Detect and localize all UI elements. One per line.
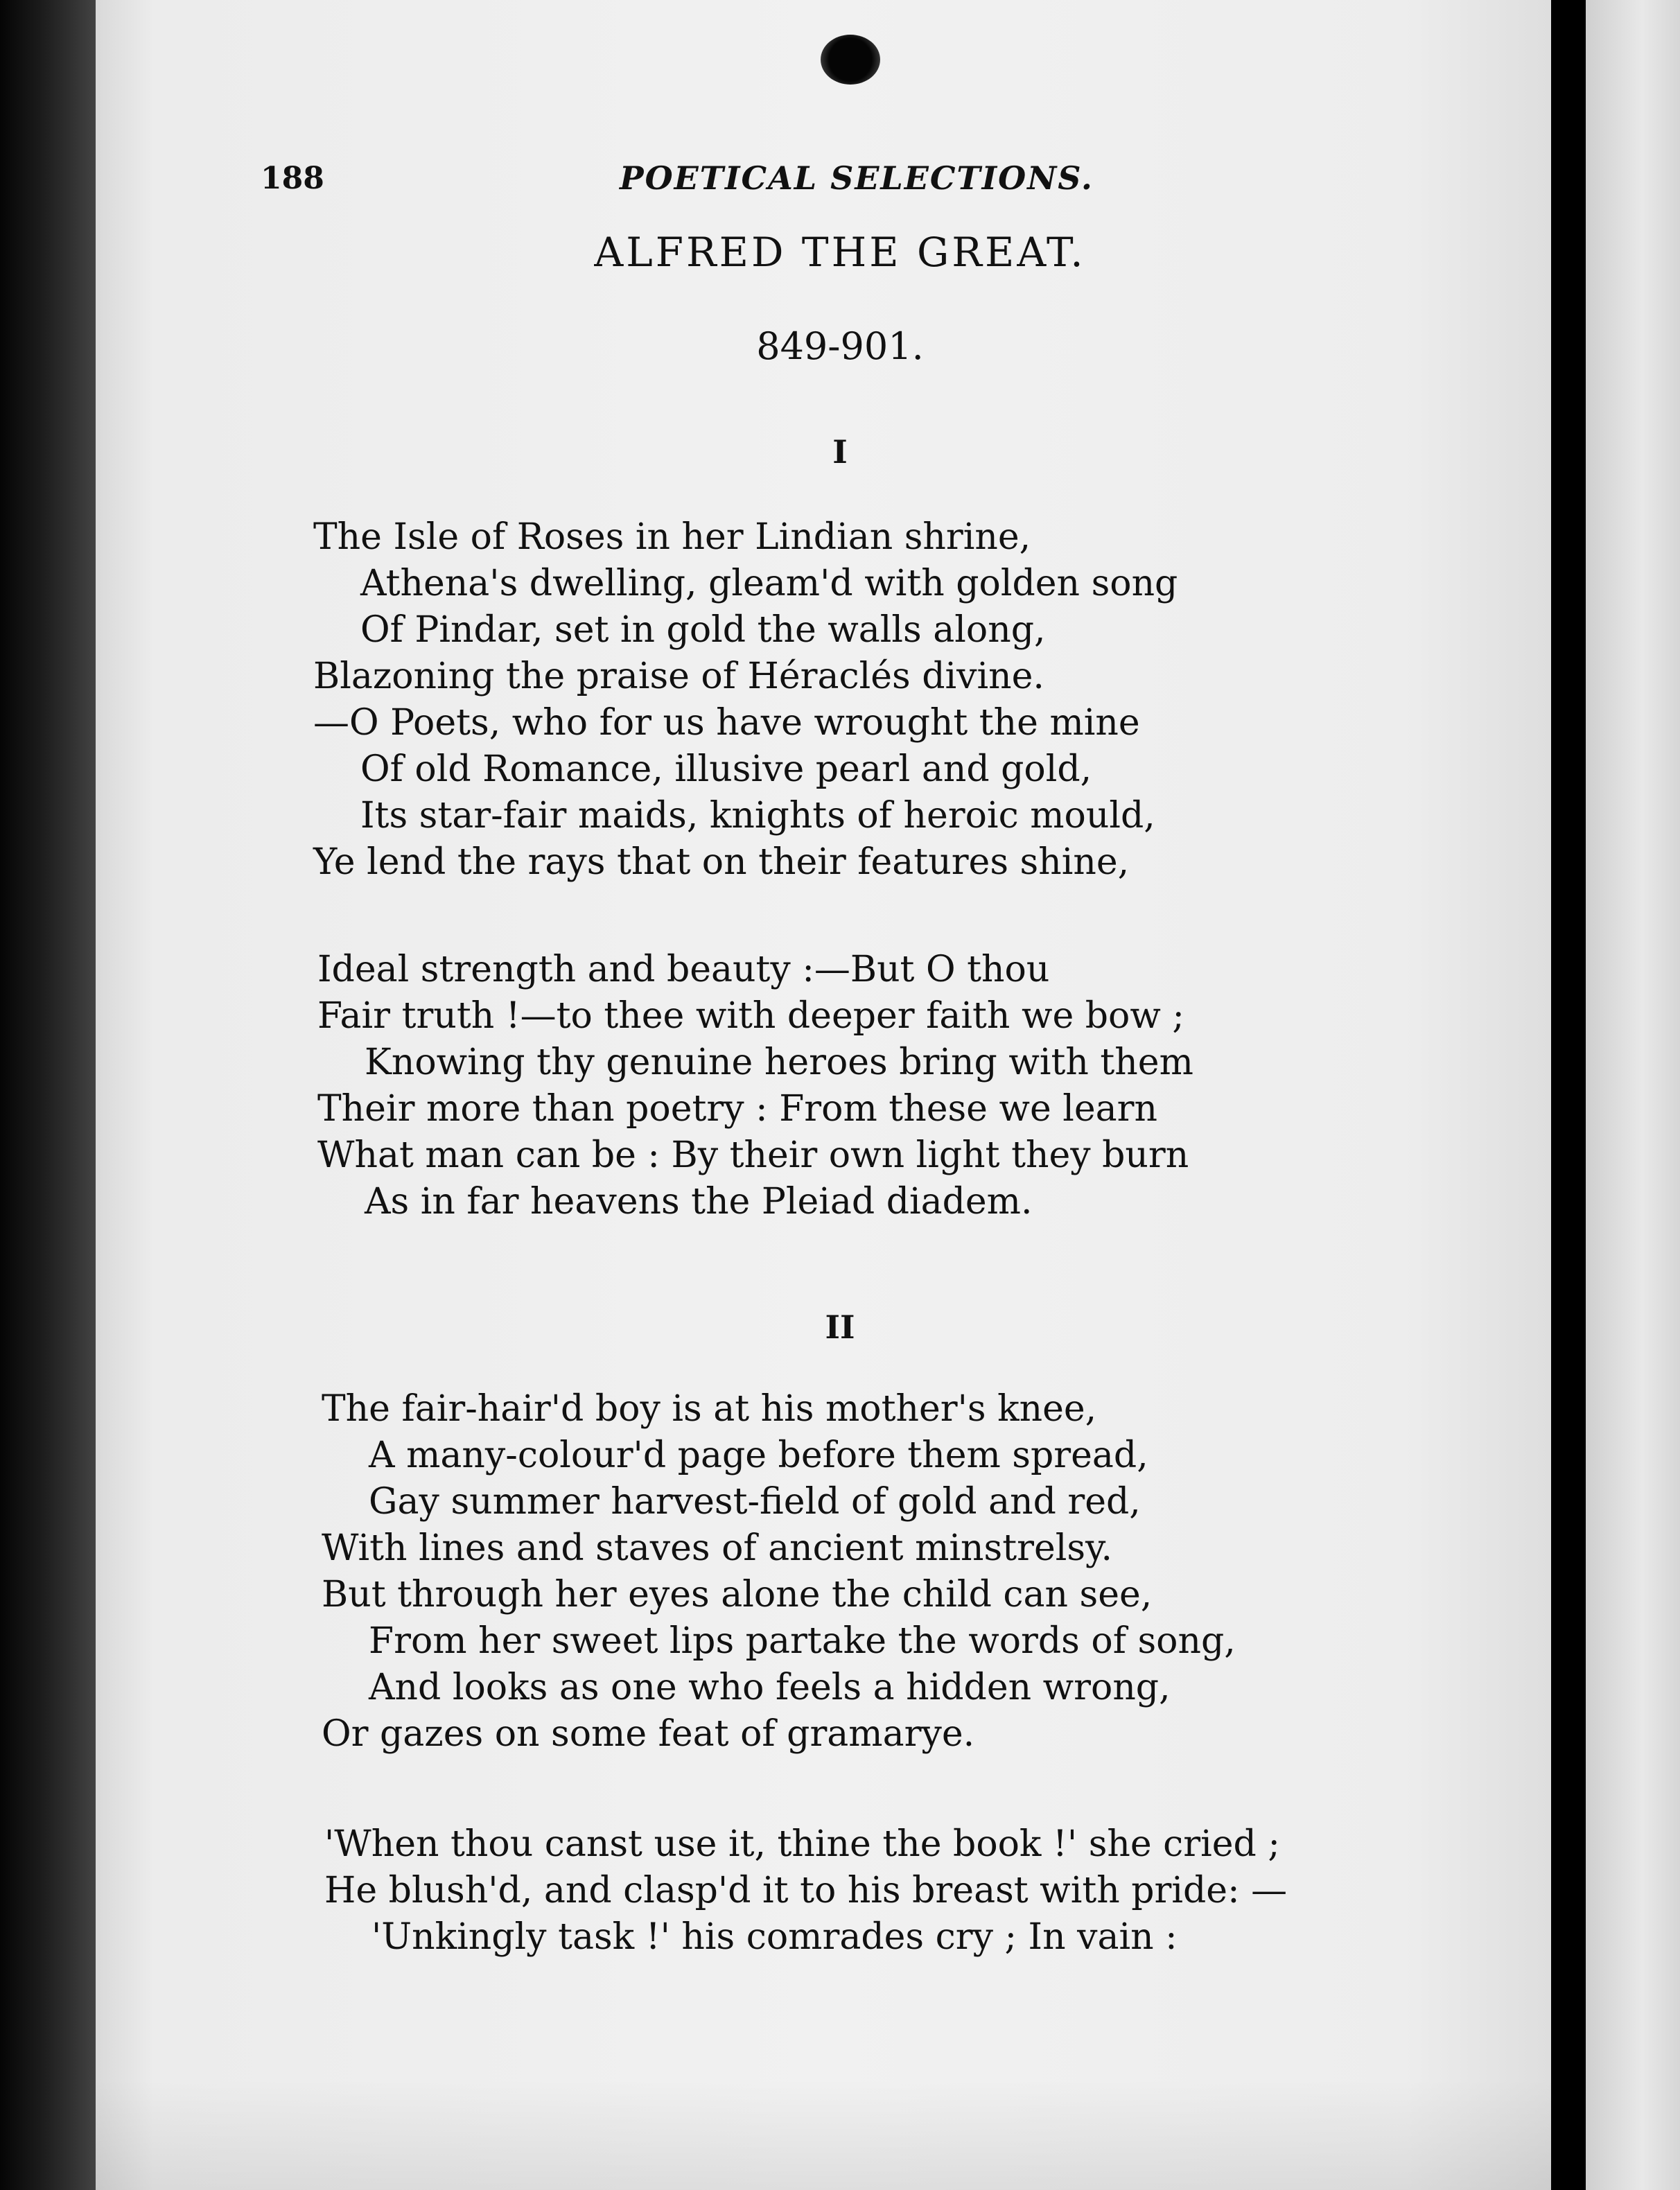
binding-hole bbox=[821, 35, 880, 85]
verse-line: Fair truth !—to thee with deeper faith we bow ; bbox=[317, 995, 1184, 1037]
verse-line: He blush'd, and clasp'd it to his breast with pride: — bbox=[324, 1870, 1288, 1911]
verse-line: Or gazes on some feat of gramarye. bbox=[322, 1713, 975, 1755]
verse-line: Ideal strength and beauty :—But O thou bbox=[317, 949, 1050, 990]
verse-line: A many-colour'd page before them spread, bbox=[369, 1435, 1148, 1476]
verse-line: Blazoning the praise of Héraclés divine. bbox=[313, 656, 1044, 697]
section-numeral-ii: II bbox=[825, 1308, 855, 1346]
poem-title: ALFRED THE GREAT. bbox=[594, 229, 1086, 276]
verse-line: Its star-fair maids, knights of heroic mould, bbox=[360, 795, 1155, 836]
verse-line: And looks as one who feels a hidden wrong, bbox=[369, 1667, 1171, 1708]
stanza bbox=[313, 514, 1178, 886]
poem-dates: 849-901. bbox=[756, 324, 924, 368]
verse-line: Athena's dwelling, gleam'd with golden song bbox=[360, 563, 1178, 604]
verse-line: —O Poets, who for us have wrought the mine bbox=[313, 702, 1140, 744]
verse-line: Of old Romance, illusive pearl and gold, bbox=[360, 748, 1092, 790]
verse-line: With lines and staves of ancient minstrelsy. bbox=[322, 1527, 1113, 1569]
running-head: POETICAL SELECTIONS. bbox=[620, 159, 1094, 197]
verse-line: Knowing thy genuine heroes bring with them bbox=[365, 1042, 1193, 1083]
verse-line: Gay summer harvest-field of gold and red, bbox=[369, 1481, 1141, 1523]
verse-line: The Isle of Roses in her Lindian shrine, bbox=[313, 516, 1031, 558]
verse-line: Of Pindar, set in gold the walls along, bbox=[360, 609, 1046, 651]
verse-line: What man can be : By their own light they burn bbox=[317, 1135, 1189, 1176]
verse-line: As in far heavens the Pleiad diadem. bbox=[365, 1181, 1033, 1223]
verse-line: Their more than poetry : From these we learn bbox=[317, 1088, 1158, 1130]
stanza bbox=[324, 1821, 1287, 1961]
stanza bbox=[317, 947, 1193, 1225]
page-number: 188 bbox=[261, 161, 324, 196]
section-numeral-i: I bbox=[832, 433, 848, 471]
verse-line: 'Unkingly task !' his comrades cry ; In vain : bbox=[371, 1916, 1178, 1958]
page-shadow bbox=[96, 2079, 1551, 2190]
verse-line: But through her eyes alone the child can see, bbox=[322, 1574, 1153, 1615]
verse-line: Ye lend the rays that on their features shine, bbox=[313, 841, 1130, 883]
verse-line: The fair-hair'd boy is at his mother's knee, bbox=[322, 1388, 1097, 1430]
verse-line: From her sweet lips partake the words of song, bbox=[369, 1620, 1236, 1662]
verse-line: 'When thou canst use it, thine the book !' she cried ; bbox=[324, 1823, 1280, 1865]
stanza bbox=[322, 1386, 1236, 1758]
